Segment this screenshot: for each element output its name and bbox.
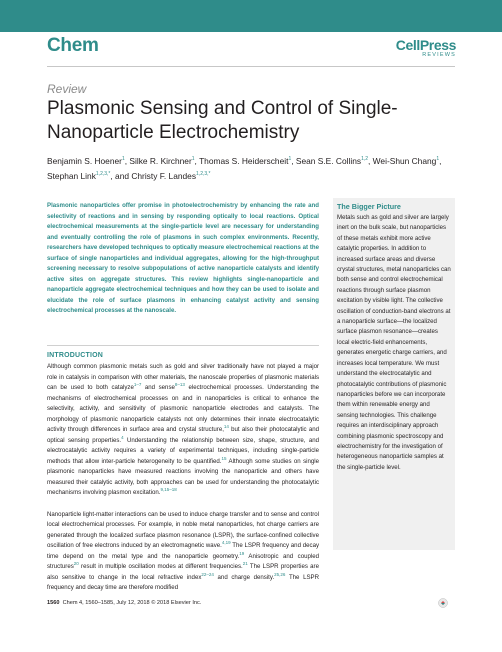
reference-link[interactable]: 25,26 bbox=[274, 571, 286, 577]
reference-link[interactable]: 21 bbox=[242, 560, 248, 566]
reference-link[interactable]: 19 bbox=[239, 550, 245, 556]
author-name: Thomas S. Heiderscheit bbox=[199, 155, 289, 166]
author-name: Sean S.E. Collins bbox=[295, 155, 362, 166]
abstract-text: Plasmonic nanoparticles offer promise in photoelectrochemistry by enhancing the rate and selectivity of reactions and in sensing by responding optically to local reactions. Optical electrochemical measurements at the single-particle level are necessary for understanding and eventually controlling the role of plasmons in such complex environments. Recently, researchers have developed techniques to optically measure electrochemical reactions at the surface of single nanoparticles and individual aggregates, allowing for the high-throughput screening necessary to resolve subpopulations of active nanoparticle catalysts and identify active sites on aggregate structures. This review highlights single-nanoparticle and nanoparticle aggregate electrochemical techniques and how they can be used to isolate and elucidate the role of surface plasmons in enhancing catalyst activity and sensing electrochemical processes at the nanoscale. bbox=[47, 202, 319, 314]
author-affiliation: 1 bbox=[436, 156, 440, 162]
reference-link[interactable]: 20 bbox=[73, 560, 79, 566]
article-title: Plasmonic Sensing and Control of Single-Nanoparticle Electrochemistry bbox=[47, 98, 398, 143]
article-type: Review bbox=[47, 82, 87, 96]
reference-link[interactable]: 9,15–18 bbox=[160, 486, 177, 492]
reference-link[interactable]: 4,19 bbox=[221, 539, 231, 545]
author-affiliation: 1,2 bbox=[361, 156, 369, 162]
intro-paragraph-2: Nanoparticle light-matter interactions can be used to induce charge transfer and to sense and control local electrochemical processes. For example, in noble metal nanoparticles, hot charge carriers are generated through the localized surface plasmon resonance (LSPR), the surface-confined collective oscillation of free electrons induced by an electromagnetic wave.$^{4,19}$ The LSPR frequency and decay time depend on the metal type and the nanoparticle geometry.$^{19}$ Anisotropic and coupled structures$^{20}$ result in multiple oscillation modes at different frequencies.$^{21}$ The LSPR properties are also sensitive to change in the local refractive index$^{22-24}$ and charge density.$^{25,26}$ The LSPR frequency and decay time are therefore modified bbox=[47, 510, 320, 591]
header-rule bbox=[47, 66, 455, 67]
publisher-sub: REVIEWS bbox=[422, 52, 456, 58]
reference-link[interactable]: 1–7 bbox=[133, 381, 142, 387]
author-name: Benjamin S. Hoener bbox=[47, 155, 122, 166]
header-bar bbox=[0, 0, 502, 32]
intro-body bbox=[47, 362, 319, 605]
author-affiliation: 1,2,3,* bbox=[95, 170, 111, 177]
page-footer bbox=[47, 600, 201, 606]
section-heading: INTRODUCTION bbox=[47, 352, 104, 359]
citation: Chem 4, 1560–1585, July 12, 2018 © 2018 Elsevier Inc. bbox=[62, 600, 202, 606]
page-number: 1560 bbox=[47, 600, 60, 606]
author-name: Stephan Link bbox=[47, 170, 96, 181]
author-list: Benjamin S. Hoener$^1$, Silke R. Kirchner$^1$, Thomas S. Heiderscheit$^1$, Sean S.E. Collins$^{1,2}$, Wei-Shun Chang$^1$, Stephan Link$^{1,2,3,*}$, and Christy F. Landes$^{1,2,3,*}$ bbox=[47, 155, 442, 181]
bigger-picture-heading: The Bigger Picture bbox=[337, 202, 401, 211]
journal-name: Chem bbox=[47, 35, 99, 56]
abstract-divider bbox=[47, 345, 319, 346]
reference-link[interactable]: 15 bbox=[221, 455, 227, 461]
publisher-name: CellPress bbox=[395, 37, 456, 53]
author-affiliation: 1 bbox=[121, 156, 125, 162]
author-affiliation: 1,2,3,* bbox=[196, 170, 211, 177]
author-name: Silke R. Kirchner bbox=[129, 155, 192, 166]
author-affiliation: 1 bbox=[288, 156, 292, 162]
reference-link[interactable]: 14 bbox=[223, 423, 229, 429]
publisher-logo bbox=[396, 37, 456, 58]
reference-link[interactable]: 8–13 bbox=[174, 381, 185, 387]
intro-paragraph-1: Although common plasmonic metals such as gold and silver traditionally have not played a major role in catalysis in comparison with other materials, the nanoscale properties of plasmonic materials can be used to both catalyze$^{1-7}$ and sense$^{8-13}$ electrochemical processes. Understanding the mechanisms of electrochemical processes on and in nanoparticles is critical to enhance the selectivity, activity, and sensitivity of plasmonic nanoparticle electrodes and catalysts. The morphology of plasmonic nanoparticle catalysts not only determines their innate electrocatalytic activity through differences in surface area and crystal structure,$^{14}$ but also their photocatalytic and optical sensing properties.$^4$ Understanding the relationship between size, shape, structure, and electrocatalytic activity requires a variety of experimental techniques, including single-particle methods that allow inter-particle heterogeneity to be quantified.$^{15}$ Although some studies on single plasmonic nanoparticles have measured reactions involving the nanoparticle and others have measured their catalytic activity, both approaches can be used for understanding the photocatalytic mechanisms involving plasmon excitation.$^{9,15-18}$ bbox=[47, 363, 320, 496]
reference-link[interactable]: 4 bbox=[121, 434, 124, 440]
reference-link[interactable]: 22–24 bbox=[201, 571, 214, 577]
author-name: and Christy F. Landes bbox=[115, 170, 197, 181]
author-affiliation: 1 bbox=[191, 156, 195, 162]
author-name: Wei-Shun Chang bbox=[372, 155, 437, 166]
bigger-picture-text: Metals such as gold and silver are largely inert on the bulk scale, but nanoparticles of these metals exhibit more active catalytic properties. In addition to increased surface areas and diverse crystal structures, metal nanoparticles can both sense and control electrochemical reactions through surface plasmon excitation by visible light. The collective oscillation of conduction-band electrons at a nanoparticle surface—the localized surface plasmon resonance—creates local electric-field enhancements, generates energetic charge carriers, and increases local temperature. We must understand the electrocatalytic and photocatalytic contributions of plasmonic nanoparticles before we can incorporate them within renewable energy and sensing technologies. This challenge requires an interdisciplinary approach combining plasmonic spectroscopy and electrochemistry for the investigation of heterogeneous nanoparticle samples at the single-particle level. bbox=[337, 214, 451, 471]
crossmark-icon[interactable] bbox=[438, 598, 448, 608]
abstract bbox=[47, 201, 319, 317]
